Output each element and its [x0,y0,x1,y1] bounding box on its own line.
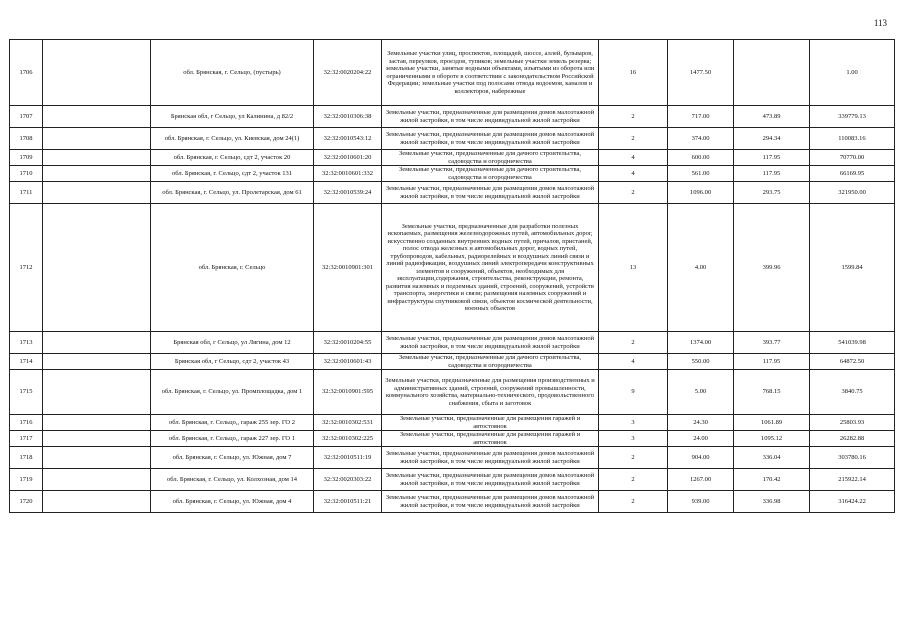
table-row [10,415,895,431]
cadastral-number-cell: 32:32:0010204:55 [314,332,382,354]
address-cell: обл. Брянская, г. Сельцо, ул. Южная, дом 7 [151,447,314,469]
land-use-cell: Земельные участки, предназначенные для размещения домов малоэтажной жилой застройки, в том числе индивидуальной жилой застройки [382,469,599,491]
row-number: 1707 [10,106,43,128]
empty-cell [43,204,151,332]
row-number: 1710 [10,166,43,182]
cadastral-number-cell: 32:32:0020204:22 [314,40,382,106]
use-code-cell: 9 [599,370,668,415]
cadastral-value-cell: 26282.88 [810,431,895,447]
table-row [10,431,895,447]
specific-value-cell: 294.34 [734,128,810,150]
cadastral-number-cell: 32:32:0010901:301 [314,204,382,332]
specific-value-cell: 393.77 [734,332,810,354]
cadastral-number-cell: 32:32:0010302:225 [314,431,382,447]
use-code-cell: 16 [599,40,668,106]
specific-value-cell: 473.89 [734,106,810,128]
land-use-cell: Земельные участки, предназначенные для размещения производственных и административных зданий, строений, сооружений промышленности, коммунального хозяйства, материально-технического, продовольственного снабжения, сбыта и заготовок [382,370,599,415]
land-use-cell: Земельные участки, предназначенные для размещения домов малоэтажной жилой застройки, в том числе индивидуальной жилой застройки [382,182,599,204]
use-code-cell: 4 [599,150,668,166]
use-code-cell: 2 [599,491,668,513]
page-number: 113 [873,18,887,28]
table-row [10,447,895,469]
table-row [10,40,895,106]
cadastral-value-cell: 215922.14 [810,469,895,491]
cadastral-number-cell: 32:32:0010306:38 [314,106,382,128]
table-body [10,40,895,513]
empty-cell [43,166,151,182]
specific-value-cell: 399.96 [734,204,810,332]
empty-cell [43,447,151,469]
use-code-cell: 4 [599,354,668,370]
land-use-cell: Земельные участки, предназначенные для дачного строительства, садоводства и огородничества [382,166,599,182]
land-use-cell: Земельные участки, предназначенные для размещения гаражей и автостоянок [382,431,599,447]
cadastral-number-cell: 32:32:0010601:20 [314,150,382,166]
area-cell: 374.00 [668,128,734,150]
area-cell: 1267.00 [668,469,734,491]
cadastral-value-cell: 316424.22 [810,491,895,513]
land-use-cell: Земельные участки, предназначенные для дачного строительства, садоводства и огородничества [382,354,599,370]
use-code-cell: 3 [599,431,668,447]
use-code-cell: 4 [599,166,668,182]
row-number: 1717 [10,431,43,447]
table-row [10,354,895,370]
cadastral-number-cell: 32:32:0010302:531 [314,415,382,431]
row-number: 1712 [10,204,43,332]
table-row [10,469,895,491]
land-use-cell: Земельные участки улиц, проспектов, площадей, шоссе, аллей, бульваров, застав, переулков, проездов, тупиков; земельные участки земель резерва; земельные участки, занятые водными объектами, изъятыми из оборота или ограниченными в обороте в соответствии с законодательством Российской Федерации; земельные участки под полосами отвода водоемов, каналов и коллекторов, набережные [382,40,599,106]
address-cell: обл. Брянская, г. Сельцо, ул. Пролетарская, дом 61 [151,182,314,204]
use-code-cell: 2 [599,182,668,204]
empty-cell [43,182,151,204]
table-row [10,204,895,332]
empty-cell [43,491,151,513]
row-number: 1708 [10,128,43,150]
row-number: 1718 [10,447,43,469]
specific-value-cell: 293.75 [734,182,810,204]
land-use-cell: Земельные участки, предназначенные для дачного строительства, садоводства и огородничества [382,150,599,166]
area-cell: 904.00 [668,447,734,469]
table-row [10,106,895,128]
specific-value-cell: 1061.89 [734,415,810,431]
cadastral-number-cell: 32:32:0010601:332 [314,166,382,182]
empty-cell [43,106,151,128]
land-use-cell: Земельные участки, предназначенные для размещения домов малоэтажной жилой застройки, в том числе индивидуальной жилой застройки [382,128,599,150]
area-cell: 561.00 [668,166,734,182]
cadastral-value-cell: 3840.75 [810,370,895,415]
specific-value-cell: 1095.12 [734,431,810,447]
empty-cell [43,370,151,415]
cadastral-value-cell: 110083.16 [810,128,895,150]
address-cell: обл. Брянская, г. Сельцо, ул. Промплощадка, дом 1 [151,370,314,415]
empty-cell [43,354,151,370]
table-row [10,166,895,182]
use-code-cell: 13 [599,204,668,332]
cadastral-number-cell: 32:32:0010901:595 [314,370,382,415]
address-cell: Брянская обл, г Сельцо, ул Калинина, д 82/2 [151,106,314,128]
cadastral-number-cell: 32:32:0010543:12 [314,128,382,150]
cadastral-value-cell: 339779.13 [810,106,895,128]
table-row [10,370,895,415]
use-code-cell: 2 [599,469,668,491]
specific-value-cell [734,40,810,106]
address-cell: обл. Брянская, г. Сельцо, (пустырь) [151,40,314,106]
empty-cell [43,128,151,150]
land-use-cell: Земельные участки, предназначенные для размещения домов малоэтажной жилой застройки, в том числе индивидуальной жилой застройки [382,447,599,469]
row-number: 1709 [10,150,43,166]
land-use-cell: Земельные участки, предназначенные для размещения домов малоэтажной жилой застройки, в том числе индивидуальной жилой застройки [382,332,599,354]
row-number: 1714 [10,354,43,370]
use-code-cell: 2 [599,447,668,469]
specific-value-cell: 117.95 [734,150,810,166]
address-cell: обл. Брянская, г. Сельцо, сдт 2, участок 20 [151,150,314,166]
address-cell: Брянская обл, г Сельцо, ул Лягина, дом 12 [151,332,314,354]
address-cell: Брянская обл, г Сельцо, сдт 2, участок 43 [151,354,314,370]
use-code-cell: 2 [599,332,668,354]
use-code-cell: 3 [599,415,668,431]
area-cell: 1477.50 [668,40,734,106]
area-cell: 1374.00 [668,332,734,354]
table-row [10,182,895,204]
land-registry-table [9,39,895,513]
row-number: 1715 [10,370,43,415]
area-cell: 939.00 [668,491,734,513]
area-cell: 24.00 [668,431,734,447]
row-number: 1719 [10,469,43,491]
address-cell: обл. Брянская, г. Сельцо, ул. Южная, дом 4 [151,491,314,513]
address-cell: обл. Брянская, г. Сельцо,, гараж 227 зер. ГО 1 [151,431,314,447]
cadastral-value-cell: 66169.95 [810,166,895,182]
address-cell: обл. Брянская, г. Сельцо, сдт 2, участок 131 [151,166,314,182]
cadastral-value-cell: 64872.50 [810,354,895,370]
area-cell: 24.30 [668,415,734,431]
land-use-cell: Земельные участки, предназначенные для размещения домов малоэтажной жилой застройки, в том числе индивидуальной жилой застройки [382,106,599,128]
empty-cell [43,415,151,431]
cadastral-value-cell: 70770.00 [810,150,895,166]
address-cell: обл. Брянская, г. Сельцо, ул. Колхозная, дом 14 [151,469,314,491]
address-cell: обл. Брянская, г. Сельцо [151,204,314,332]
cadastral-value-cell: 541039.98 [810,332,895,354]
cadastral-value-cell: 303780.16 [810,447,895,469]
cadastral-number-cell: 32:32:0010601:43 [314,354,382,370]
row-number: 1706 [10,40,43,106]
row-number: 1716 [10,415,43,431]
cadastral-value-cell: 1599.84 [810,204,895,332]
use-code-cell: 2 [599,106,668,128]
area-cell: 1096.00 [668,182,734,204]
specific-value-cell: 768.15 [734,370,810,415]
area-cell: 550.00 [668,354,734,370]
land-use-cell: Земельные участки, предназначенные для размещения гаражей и автостоянок [382,415,599,431]
cadastral-value-cell: 25803.93 [810,415,895,431]
area-cell: 4.00 [668,204,734,332]
table-row [10,332,895,354]
empty-cell [43,40,151,106]
specific-value-cell: 336.04 [734,447,810,469]
area-cell: 600.00 [668,150,734,166]
cadastral-number-cell: 32:32:0010511:19 [314,447,382,469]
table-row [10,128,895,150]
empty-cell [43,431,151,447]
land-use-cell: Земельные участки, предназначенные для разработки полезных ископаемых, размещения железнодорожных путей, автомобильных дорог, искусственно созданных внутренних водных путей, причалов, пристаней, полос отвода железных и автомобильных дорог, водных путей, трубопроводов, кабельных, радиорелейных и воздушных линий связи и линий радиофикации, воздушных линий электропередачи конструктивных элементов и сооружений, объектов, необходимых для эксплуатации,содержания, строительства, реконструкции, ремонта, развития наземных и подземных зданий, строений, сооружений, устройств транспорта, энергетики и связи; размещения наземных сооружений и инфраструктуры спутниковой связи, объектов космической деятельности, военных объектов [382,204,599,332]
cadastral-number-cell: 32:32:0010511:21 [314,491,382,513]
address-cell: обл. Брянская, г. Сельцо,, гараж 255 зер. ГО 2 [151,415,314,431]
row-number: 1713 [10,332,43,354]
table-row [10,491,895,513]
specific-value-cell: 336.98 [734,491,810,513]
specific-value-cell: 117.95 [734,354,810,370]
use-code-cell: 2 [599,128,668,150]
row-number: 1711 [10,182,43,204]
cadastral-number-cell: 32:32:0010539:24 [314,182,382,204]
area-cell: 5.00 [668,370,734,415]
empty-cell [43,332,151,354]
table-row [10,150,895,166]
cadastral-value-cell: 321950.00 [810,182,895,204]
specific-value-cell: 117.95 [734,166,810,182]
row-number: 1720 [10,491,43,513]
address-cell: обл. Брянская, г. Сельцо, ул. Киевская, дом 24(1) [151,128,314,150]
cadastral-value-cell: 1.00 [810,40,895,106]
specific-value-cell: 170.42 [734,469,810,491]
empty-cell [43,469,151,491]
cadastral-number-cell: 32:32:0020303:22 [314,469,382,491]
empty-cell [43,150,151,166]
land-use-cell: Земельные участки, предназначенные для размещения домов малоэтажной жилой застройки, в том числе индивидуальной жилой застройки [382,491,599,513]
area-cell: 717.00 [668,106,734,128]
